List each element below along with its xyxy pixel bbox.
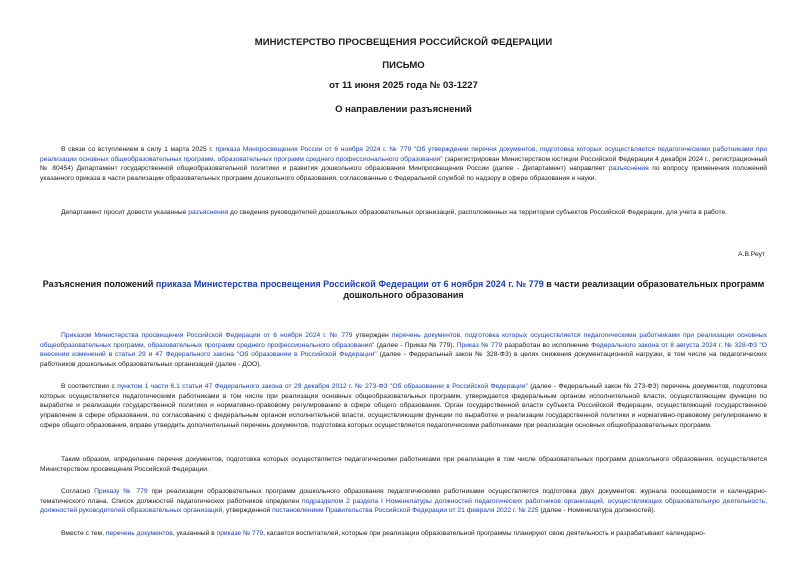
link-document-list[interactable]: перечень документов, подготовка которых осуществляется педагогическими работниками при реализации основных общеобразовательных программ, образовательных программ среднего профессионального образования" <box>40 332 767 349</box>
link-explanations[interactable]: разъяснения <box>608 165 649 173</box>
document-subject: О направлении разъяснений <box>335 104 472 115</box>
paragraph-law-273 <box>40 382 767 431</box>
text: (далее - Приказ № 779). <box>374 341 457 349</box>
text: при реализации образовательных программ дошкольного образования педагогическими работниками осуществляется подготовка двух документов: журнала посещаемости и календарно-тематического плана. Список должностей педагогических работников определен <box>40 488 767 505</box>
link-government-decree[interactable]: постановлением Правительства Российской Федерации от 21 февраля 2022 г. № 225 <box>272 507 539 515</box>
link-order-779[interactable]: Приказу № 779 <box>94 488 148 495</box>
text: Департамент просит довести указанные <box>61 209 189 216</box>
text: (далее - Федеральный закон № 273-ФЗ) перечень документов, подготовка которых осуществляется педагогическими работниками в том числе при реализации основных общеобразовательных программ, утверждается федеральным органом исполнительной власти, осуществляющим функции по выработке и реализации государственной политики и нормативно-правовому регулированию в сфере общего образования. Орган государственной власти субъекта Российской Федерации, осуществляющий государственное управление в сфере образования, по согласованию с федеральным органом исполнительной власти, осуществляющим функции по выработке и реализации государственной политики и нормативно-правовому регулированию в сфере общего образования, вправе утвердить дополнительный перечень документов, подготовка которых осуществляется педагогическими работниками при реализации основных общеобразовательных программ. <box>40 383 767 429</box>
text: (далее - Номенклатура должностей). <box>538 507 656 515</box>
document-date-number: от 11 июня 2025 года № 03-1227 <box>329 80 478 91</box>
explanation-title <box>40 279 767 301</box>
text: В связи со вступлением в силу 1 марта 2025 г. <box>61 146 216 153</box>
ministry-heading: МИНИСТЕРСТВО ПРОСВЕЩЕНИЯ РОССИЙСКОЙ ФЕДЕРАЦИИ <box>254 37 553 48</box>
text: Разъяснения положений <box>42 279 156 289</box>
paragraph-order-approval <box>40 331 767 370</box>
link-nomenclature[interactable]: подразделом 2 раздела I Номенклатуры должностей педагогических работников организаций, осуществляющих образовательную деятельность, должностей руководителей образовательных организаций <box>40 497 767 515</box>
link-order-779[interactable]: Приказом Министерства просвещения Российской Федерации от 6 ноября 2024 г. № 779 <box>61 332 353 339</box>
link-document-list[interactable]: перечень документов <box>105 530 173 537</box>
link-order-779[interactable]: приказе № 779 <box>216 530 264 537</box>
paragraph-request <box>40 208 767 218</box>
text: , утвержденной <box>222 507 273 515</box>
paragraph-intro <box>40 145 767 184</box>
text: , касается воспитателей, которые при реализации образовательной программы планируют свою деятельность и разрабатывают календарно- <box>263 530 706 537</box>
text: , указанный в <box>172 530 217 537</box>
text: В соответствии с <box>61 383 118 390</box>
text: Вместе с тем, <box>61 530 106 537</box>
text: по вопросу применения положений указанного приказа в части реализации образовательных программ дошкольного образования, согласованные с Федеральной службой по надзору в сфере образования и науки. <box>40 165 767 183</box>
link-order-779[interactable]: Приказ № 779 <box>456 341 503 349</box>
text: (зарегистрирован Министерством юстиции Российской Федерации 4 декабря 2024 г., регистрационный № 80454) Департамент государственной общеобразовательной политики и развития дошкольного образования Минпросвещения России (далее - Департамент) направляет <box>40 155 767 173</box>
paragraph-teachers <box>40 529 767 539</box>
text: утвержден <box>352 332 392 339</box>
link-order-779[interactable]: приказа Минпросвещения России от 6 ноября 2024 г. № 779 "Об утверждении перечня документов, подготовка которых осуществляется педагогическими работниками при реализации основных общеобразовательных программ, образовательных программ среднего профессионального образования" <box>40 146 768 163</box>
text: Согласно <box>61 488 95 495</box>
paragraph-documents <box>40 487 767 516</box>
text: разработан во исполнение <box>502 341 592 349</box>
text: (далее - Федеральный закон № 328-ФЗ) в целях снижения документационной нагрузки, в том числе на педагогических работников дошкольных образовательных организаций (далее - ДОО). <box>40 351 767 369</box>
link-order-779[interactable]: приказа Министерства просвещения Российской Федерации от 6 ноября 2024 г. № 779 <box>155 279 544 289</box>
paragraph-conclusion <box>40 455 767 474</box>
text: до сведения руководителей дошкольных образовательных организаций, расположенных на территории субъектов Российской Федерации, для учета в работе. <box>228 209 728 216</box>
link-law-273[interactable]: пунктом 1 части 6.1 статьи 47 Федерального закона от 29 декабря 2012 г. № 273-ФЗ "Об образовании в Российской Федерации" <box>117 383 528 390</box>
signature: А.В.Реут <box>738 251 765 258</box>
text: в части реализации образовательных программ дошкольного образования <box>343 279 765 300</box>
link-law-328[interactable]: Федерального закона от 8 августа 2024 г. № 328-ФЗ "О внесении изменений в статьи 29 и 47 Федерального закона "Об образовании в Российской Федерации" <box>40 341 767 359</box>
text: Таким образом, определение перечня документов, подготовка которых осуществляется педагогическими работниками при реализации в том числе образовательных программ дошкольного образования, осуществляется Министерством просвещения Российской Федерации. <box>40 456 767 473</box>
link-explanations[interactable]: разъяснения <box>188 209 229 216</box>
document-type: ПИСЬМО <box>382 60 425 71</box>
